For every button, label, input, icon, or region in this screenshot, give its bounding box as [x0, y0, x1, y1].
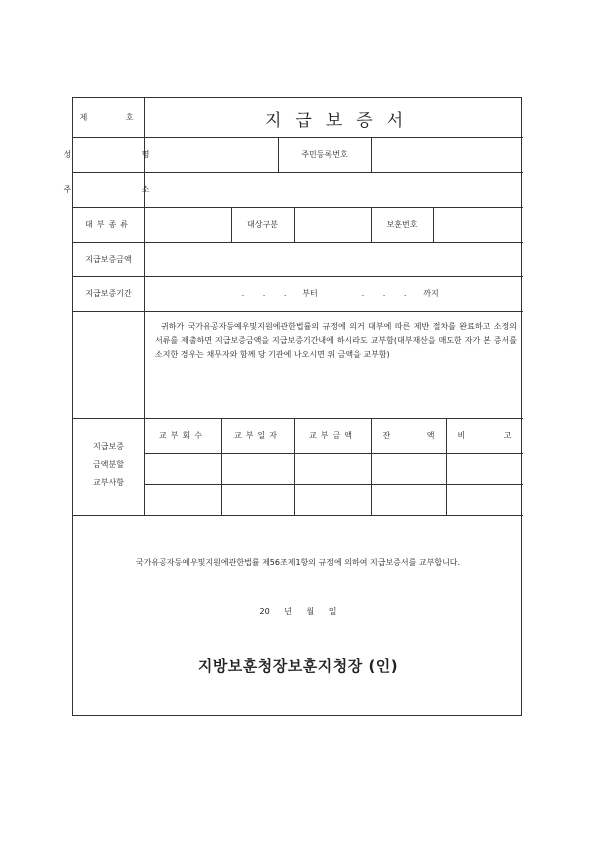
table-cell[interactable]: [221, 484, 294, 515]
address-label: 주 소: [63, 185, 184, 194]
period-to-text: 까지: [423, 289, 439, 298]
table-cell[interactable]: [446, 453, 523, 484]
table-cell[interactable]: [446, 484, 523, 515]
table-cell[interactable]: [371, 453, 446, 484]
document-title: 지급보증서: [265, 111, 418, 131]
table-cell[interactable]: [144, 453, 221, 484]
table-cell[interactable]: [294, 484, 371, 515]
installment-label-line2: 금액분할: [93, 459, 124, 469]
row-divider: [73, 515, 523, 516]
legal-statement: 국가유공자등예우및지원에관한법률 제56조제1항의 규정에 의하여 지급보증서를 교부합니다.: [135, 557, 461, 567]
name-field[interactable]: [144, 137, 278, 172]
notice-paragraph: 귀하가 국가유공자등예우및지원에관한법률의 규정에 의거 대부에 따른 제반 절차를 완료하고 소정의 서류를 제출하면 지급보증금액을 지급보증기간내에 하시라도 교부함(대부재산을 매도한 자가 본 증서를 소지한 경우는 채무자와 함께 당 기관에 나오시면 위 금액을 교부함): [155, 322, 517, 359]
issuer-signature-line: 지방보훈청장보훈지청장 (인): [197, 657, 399, 675]
guarantee-certificate-form: [63, 97, 522, 716]
column-header-amount: 교부금액: [309, 431, 356, 440]
table-cell[interactable]: [294, 453, 371, 484]
resident-no-label: 주민등록번호: [301, 150, 348, 159]
table-cell[interactable]: [144, 484, 221, 515]
installment-label-line1: 지급보증: [93, 441, 124, 451]
target-label: 대상구분: [247, 220, 278, 229]
table-cell[interactable]: [371, 484, 446, 515]
period-from-dots: . . .: [241, 289, 287, 298]
loan-type-label: 대부종류: [85, 220, 132, 229]
period-from-text: 부터: [302, 289, 318, 298]
guarantee-period-label: 지급보증기간: [85, 289, 132, 298]
loan-type-field[interactable]: [144, 207, 231, 242]
guarantee-amount-label: 지급보증금액: [85, 254, 132, 264]
column-header-remarks: 비 고: [457, 431, 512, 440]
column-header-count: 교부회수: [159, 431, 206, 440]
veteran-no-field[interactable]: [433, 207, 523, 242]
guarantee-amount-field[interactable]: [144, 242, 523, 276]
name-label: 성 명: [63, 150, 184, 159]
target-field[interactable]: [294, 207, 371, 242]
issue-date-line: 20 년 월 일: [259, 606, 337, 616]
row-divider: [73, 311, 523, 312]
column-header-balance: 잔 액: [382, 431, 435, 440]
resident-no-field[interactable]: [371, 137, 523, 172]
column-header-date: 교부일자: [234, 431, 281, 440]
veteran-no-label: 보훈번호: [386, 220, 418, 229]
installment-label-line3: 교부사항: [93, 477, 124, 487]
address-field[interactable]: [144, 172, 523, 207]
period-to-dots: . . .: [361, 289, 407, 298]
table-cell[interactable]: [221, 453, 294, 484]
number-label: 제 호: [79, 113, 152, 122]
